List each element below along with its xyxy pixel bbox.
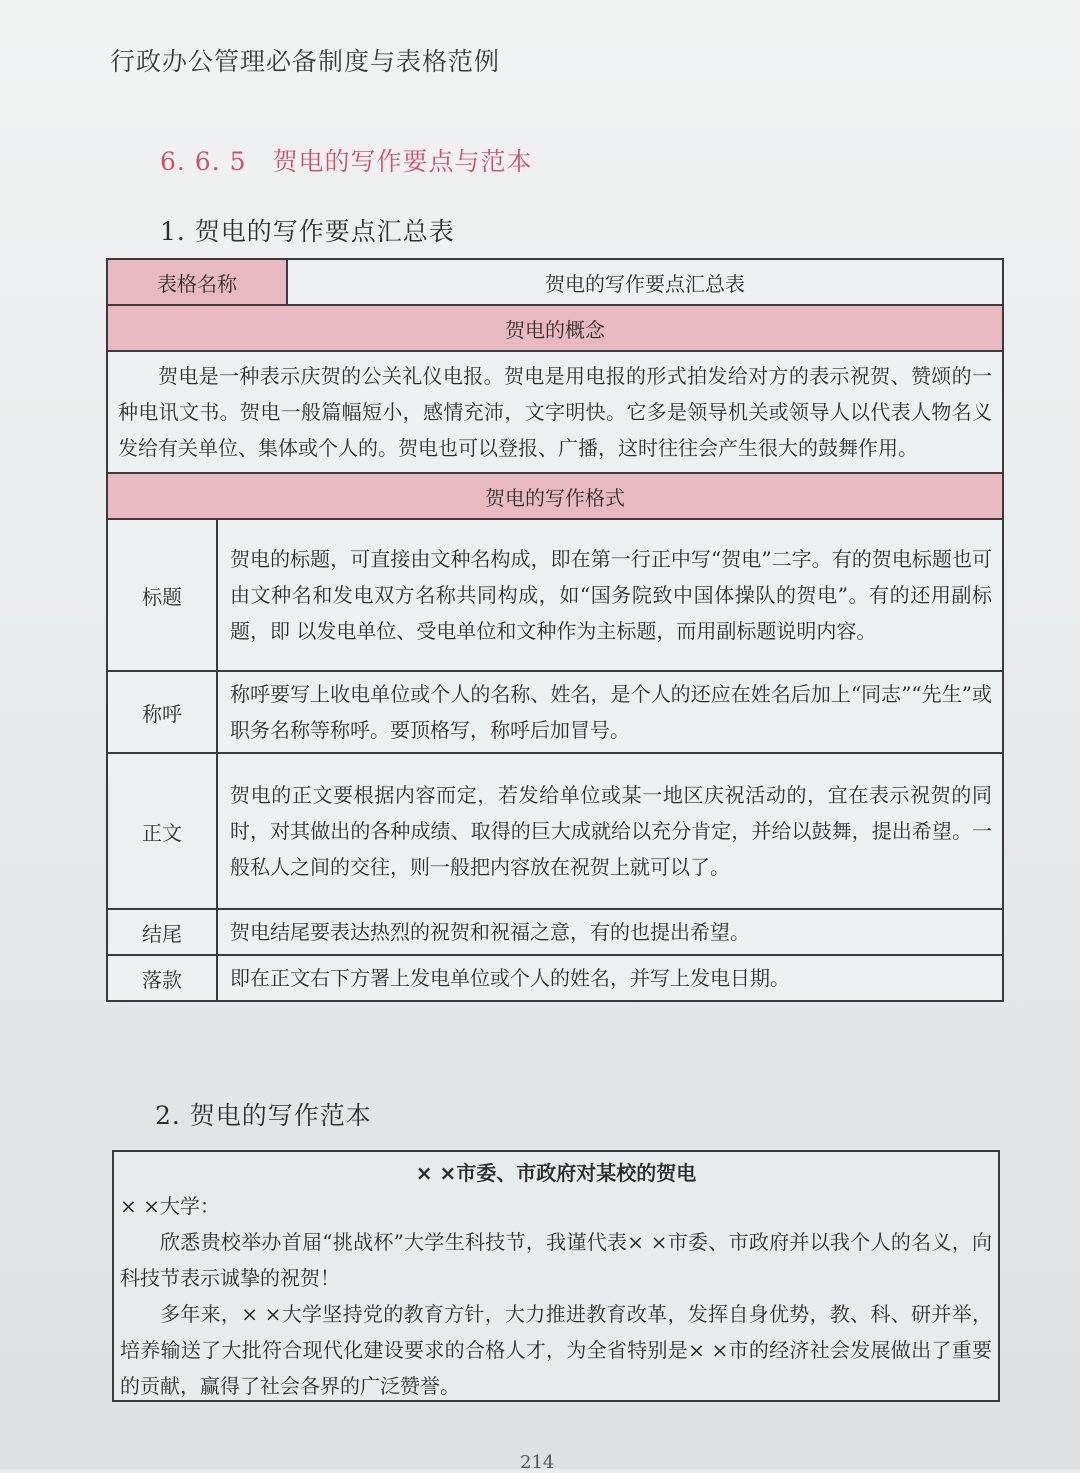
concept-text: 贺电是一种表示庆贺的公关礼仪电报。贺电是用电报的形式拍发给对方的表示祝贺、赞颂的一种电讯文书。贺电一般篇幅短小，感情充沛，文字明快。它多是领导机关或领导人以代表人物名义发给有关单位、集体或个人的。贺电也可以登报、广播，这时往往会产生很大的鼓舞作用。 — [107, 351, 1003, 473]
row-text-salutation: 称呼要写上收电单位或个人的名称、姓名，是个人的还应在姓名后加上“同志”“先生”或职务名称等称呼。要顶格写，称呼后加冒号。 — [217, 671, 1003, 753]
table-row — [107, 753, 1003, 909]
row-label-signature: 落款 — [107, 955, 217, 1001]
section-number: 6. 6. 5 — [160, 147, 247, 176]
row-text-title: 贺电的标题，可直接由文种名构成，即在第一行正中写“贺电”二字。有的贺电标题也可由文种名和发电双方名称共同构成，如“国务院致中国体操队的贺电”。有的还用副标题，即 以发电单位、受电单位和文种作为主标题，而用副标题说明内容。 — [217, 519, 1003, 671]
table-row — [107, 519, 1003, 671]
row-text-body: 贺电的正文要根据内容而定，若发给单位或某一地区庆祝活动的，宜在表示祝贺的同时，对其做出的各种成绩、取得的巨大成就给以充分肯定，并给以鼓舞，提出希望。一般私人之间的交往，则一般把内容放在祝贺上就可以了。 — [217, 753, 1003, 909]
concept-heading: 贺电的概念 — [107, 305, 1003, 351]
row-label-body: 正文 — [107, 753, 217, 909]
row-text-ending: 贺电结尾要表达热烈的祝贺和祝福之意，有的也提出希望。 — [217, 909, 1003, 955]
subheading-sample: 2. 贺电的写作范本 — [155, 1101, 372, 1130]
row-label-title: 标题 — [107, 519, 217, 671]
format-heading: 贺电的写作格式 — [107, 473, 1003, 519]
table-row — [107, 671, 1003, 753]
row-label-ending: 结尾 — [107, 909, 217, 955]
subheading-summary-table: 1. 贺电的写作要点汇总表 — [160, 217, 455, 246]
sample-paragraph-1: 欣悉贵校举办首届“挑战杯”大学生科技节，我谨代表× ×市委、市政府并以我个人的名义，向科技节表示诚挚的祝贺！ — [120, 1230, 992, 1290]
sample-paragraph-2: 多年来，× ×大学坚持党的教育方针，大力推进教育改革，发挥自身优势，教、科、研并举，培养输送了大批符合现代化建设要求的合格人才，为全省特别是× ×市的经济社会发展做出了重要的贡献，赢得了社会各界的广泛赞誉。 — [120, 1302, 992, 1398]
page-number: 214 — [520, 1452, 555, 1473]
summary-table — [106, 258, 1004, 1002]
section-title-text: 贺电的写作要点与范本 — [272, 147, 533, 176]
row-label-salutation: 称呼 — [107, 671, 217, 753]
table-row — [107, 909, 1003, 955]
row-text-signature: 即在正文右下方署上发电单位或个人的姓名，并写上发电日期。 — [217, 955, 1003, 1001]
sample-telegram-box — [112, 1150, 1000, 1402]
table-row — [107, 955, 1003, 1001]
running-header: 行政办公管理必备制度与表格范例 — [110, 47, 501, 76]
table-name-value: 贺电的写作要点汇总表 — [287, 259, 1003, 305]
section-title — [160, 142, 533, 178]
table-name-label: 表格名称 — [107, 259, 287, 305]
sample-title: × ×市委、市政府对某校的贺电 — [415, 1161, 697, 1185]
sample-salutation: × ×大学： — [120, 1194, 220, 1218]
